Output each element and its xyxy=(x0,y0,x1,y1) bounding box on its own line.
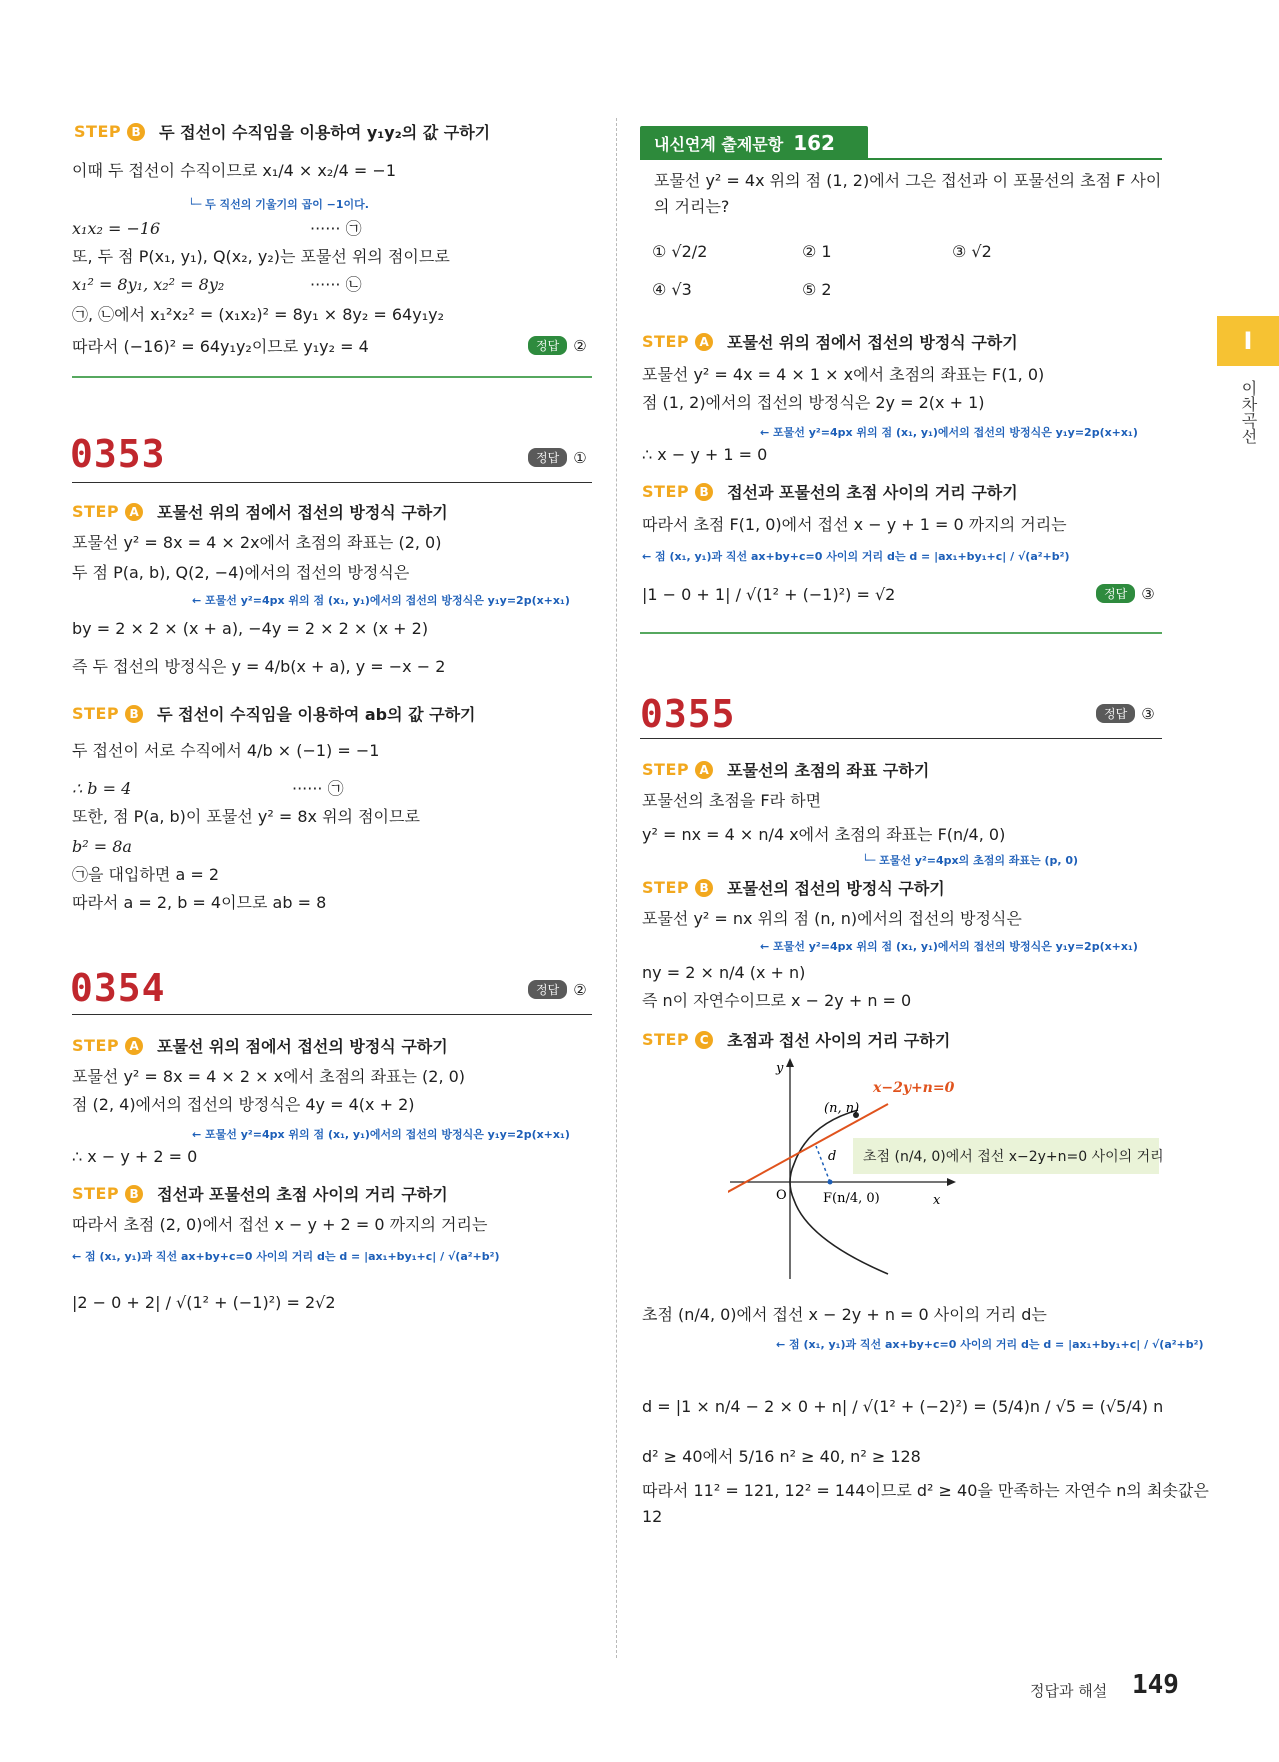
step-b-heading xyxy=(642,876,945,899)
text-line: 초점 (n/4, 0)에서 접선 x − 2y + n = 0 사이의 거리 d는 xyxy=(642,1305,1047,1324)
step-title: 두 접선이 수직임을 이용하여 y₁y₂의 값 구하기 xyxy=(159,123,491,142)
hint-note: ← 점 (x₁, y₁)과 직선 ax+by+c=0 사이의 거리 d는 d = |ax₁+by₁+c| / √(a²+b²) xyxy=(72,1250,500,1263)
naesin-rule xyxy=(640,158,1162,160)
text-line: 점 (2, 4)에서의 접선의 방정식은 4y = 4(x + 2) xyxy=(72,1095,415,1114)
hint-note: └─ 포물선 y²=4px의 초점의 좌표는 (p, 0) xyxy=(862,854,1079,867)
text-line: 점 (1, 2)에서의 접선의 방정식은 2y = 2(x + 1) xyxy=(642,393,985,412)
chapter-tab: I xyxy=(1217,316,1279,366)
step-b-heading xyxy=(642,480,1018,503)
step-b-heading xyxy=(74,120,490,143)
text-line: 12 xyxy=(642,1507,663,1526)
answer-badge xyxy=(528,980,587,999)
text-line: 두 접선이 서로 수직에서 4/b × (−1) = −1 xyxy=(72,741,380,760)
step-b-heading xyxy=(72,1182,448,1205)
step-title: 두 접선이 수직임을 이용하여 ab의 값 구하기 xyxy=(157,705,476,724)
choice-5: ⑤ 2 xyxy=(802,280,832,299)
problem-number: 0354 xyxy=(70,966,166,1010)
answer-badge xyxy=(528,336,587,355)
step-a-heading xyxy=(642,758,929,781)
text-line: 포물선 y² = 8x = 4 × 2x에서 초점의 좌표는 (2, 0) xyxy=(72,533,442,552)
step-title: 포물선 위의 점에서 접선의 방정식 구하기 xyxy=(157,1037,448,1056)
section-rule xyxy=(72,376,592,378)
tangent-label: x−2y+n=0 xyxy=(873,1080,955,1096)
hint-note: └─ 두 직선의 기울기의 곱이 −1이다. xyxy=(188,198,369,211)
text-line: 두 점 P(a, b), Q(2, −4)에서의 접선의 방정식은 xyxy=(72,563,410,582)
distance-callout: 초점 (n/4, 0)에서 접선 x−2y+n=0 사이의 거리 xyxy=(853,1138,1159,1174)
hint-note: ← 점 (x₁, y₁)과 직선 ax+by+c=0 사이의 거리 d는 d = |ax₁+by₁+c| / √(a²+b²) xyxy=(642,550,1070,563)
answer-badge xyxy=(1096,584,1155,603)
text-line: d = |1 × n/4 − 2 × 0 + n| / √(1² + (−2)²) = (5/4)n / √5 = (√5/4) n xyxy=(642,1397,1164,1416)
text-line: b² = 8a xyxy=(72,837,132,856)
text-line: 포물선 y² = 4x = 4 × 1 × x에서 초점의 좌표는 F(1, 0) xyxy=(642,365,1045,384)
answer-tag: 정답 xyxy=(528,980,567,999)
text-line: 또한, 점 P(a, b)이 포물선 y² = 8x 위의 점이므로 xyxy=(72,807,420,826)
answer-badge xyxy=(528,448,587,467)
step-badge: B xyxy=(125,1185,143,1203)
text-line: 이때 두 접선이 수직이므로 x₁/4 × x₂/4 = −1 xyxy=(72,161,397,180)
text-line: ny = 2 × n/4 (x + n) xyxy=(642,963,806,982)
x-axis-arrow xyxy=(947,1178,956,1186)
hint-note: ← 점 (x₁, y₁)과 직선 ax+by+c=0 사이의 거리 d는 d = |ax₁+by₁+c| / √(a²+b²) xyxy=(776,1338,1204,1351)
hint-note: ← 포물선 y²=4px 위의 점 (x₁, y₁)에서의 접선의 방정식은 y₁y=2p(x+x₁) xyxy=(192,1128,570,1141)
choice-4: ④ √3 xyxy=(652,280,692,299)
choice-3: ③ √2 xyxy=(952,242,992,261)
problem-number: 0355 xyxy=(640,692,736,736)
text-line: 따라서 초점 F(1, 0)에서 접선 x − y + 1 = 0 까지의 거리는 xyxy=(642,515,1067,534)
text-line: 따라서 11² = 121, 12² = 144이므로 d² ≥ 40을 만족하는 자연수 n의 최솟값은 xyxy=(642,1481,1209,1500)
step-title: 초점과 접선 사이의 거리 구하기 xyxy=(727,1031,951,1050)
y-axis-arrow xyxy=(786,1058,794,1067)
step-label: STEP xyxy=(642,482,690,501)
text-line: ㉠, ㉡에서 x₁²x₂² = (x₁x₂)² = 8y₁ × 8y₂ = 64y₁y₂ xyxy=(72,305,444,324)
step-title: 접선과 포물선의 초점 사이의 거리 구하기 xyxy=(727,483,1018,502)
step-label: STEP xyxy=(72,502,120,521)
text-line: |1 − 0 + 1| / √(1² + (−1)²) = √2 xyxy=(642,585,896,604)
step-title: 접선과 포물선의 초점 사이의 거리 구하기 xyxy=(157,1185,448,1204)
answer-value: ② xyxy=(573,980,587,999)
text-line: d² ≥ 40에서 5/16 n² ≥ 40, n² ≥ 128 xyxy=(642,1447,921,1466)
step-a-heading xyxy=(72,500,448,523)
step-badge: A xyxy=(125,503,143,521)
text-line: x₁² = 8y₁, x₂² = 8y₂ xyxy=(72,275,225,294)
step-badge: A xyxy=(695,761,713,779)
footer-text: 정답과 해설 xyxy=(1030,1682,1108,1700)
answer-tag: 정답 xyxy=(528,448,567,467)
step-label: STEP xyxy=(642,1030,690,1049)
answer-value: ③ xyxy=(1141,704,1155,723)
step-a-heading xyxy=(72,1034,448,1057)
distance-label: d xyxy=(828,1149,837,1164)
answer-tag: 정답 xyxy=(1096,584,1135,603)
equation-mark: ······ ㉠ xyxy=(292,779,344,798)
step-label: STEP xyxy=(72,704,120,723)
step-title: 포물선의 초점의 좌표 구하기 xyxy=(727,761,930,780)
step-label: STEP xyxy=(74,122,122,141)
text-line: y² = nx = 4 × n/4 x에서 초점의 좌표는 F(n/4, 0) xyxy=(642,825,1006,844)
answer-tag: 정답 xyxy=(1096,704,1135,723)
step-title: 포물선 위의 점에서 접선의 방정식 구하기 xyxy=(157,503,448,522)
answer-value: ① xyxy=(573,448,587,467)
step-label: STEP xyxy=(72,1036,120,1055)
naesin-banner xyxy=(640,126,868,160)
naesin-label: 내신연계 출제문항 xyxy=(654,134,784,154)
hint-note: ← 포물선 y²=4px 위의 점 (x₁, y₁)에서의 접선의 방정식은 y₁y=2p(x+x₁) xyxy=(760,426,1138,439)
choice-2: ② 1 xyxy=(802,242,832,261)
step-badge: A xyxy=(125,1037,143,1055)
text-line: 즉 두 접선의 방정식은 y = 4/b(x + a), y = −x − 2 xyxy=(72,657,446,676)
text-line: 따라서 a = 2, b = 4이므로 ab = 8 xyxy=(72,893,327,912)
step-label: STEP xyxy=(642,878,690,897)
text-line: |2 − 0 + 2| / √(1² + (−1)²) = 2√2 xyxy=(72,1293,336,1312)
text-line: ∴ x − y + 1 = 0 xyxy=(642,445,768,464)
origin-label: O xyxy=(776,1188,787,1203)
chapter-tab-label: 이차곡선 xyxy=(1239,380,1258,444)
problem-rule xyxy=(72,482,592,483)
x-axis-label: x xyxy=(933,1193,941,1208)
step-title: 포물선의 접선의 방정식 구하기 xyxy=(727,879,945,898)
text-line: 포물선 y² = 8x = 4 × 2 × x에서 초점의 좌표는 (2, 0) xyxy=(72,1067,466,1086)
answer-badge xyxy=(1096,704,1155,723)
focus-point xyxy=(828,1180,833,1185)
choice-1: ① √2/2 xyxy=(652,242,708,261)
text-line: 따라서 (−16)² = 64y₁y₂이므로 y₁y₂ = 4 xyxy=(72,337,369,356)
step-badge: C xyxy=(695,1031,713,1049)
point-label: (n, n) xyxy=(824,1101,860,1116)
step-label: STEP xyxy=(642,332,690,351)
hint-note: ← 포물선 y²=4px 위의 점 (x₁, y₁)에서의 접선의 방정식은 y₁y=2p(x+x₁) xyxy=(760,940,1138,953)
answer-value: ③ xyxy=(1141,584,1155,603)
y-axis-label: y xyxy=(776,1061,784,1076)
column-divider xyxy=(616,118,617,1658)
hint-note: ← 포물선 y²=4px 위의 점 (x₁, y₁)에서의 접선의 방정식은 y₁y=2p(x+x₁) xyxy=(192,594,570,607)
naesin-number: 162 xyxy=(793,131,835,155)
step-label: STEP xyxy=(72,1184,120,1203)
section-rule xyxy=(640,632,1162,634)
step-badge: B xyxy=(127,123,145,141)
text-line: ∴ b = 4 xyxy=(72,779,132,798)
answer-value: ② xyxy=(573,336,587,355)
text-line: 또, 두 점 P(x₁, y₁), Q(x₂, y₂)는 포물선 위의 점이므로 xyxy=(72,247,450,266)
problem-number: 0353 xyxy=(70,432,166,476)
text-line: 포물선 y² = nx 위의 점 (n, n)에서의 접선의 방정식은 xyxy=(642,909,1022,928)
text-line: ∴ x − y + 2 = 0 xyxy=(72,1147,198,1166)
step-badge: B xyxy=(125,705,143,723)
page-number: 149 xyxy=(1132,1670,1179,1700)
problem-rule xyxy=(640,738,1162,739)
step-label: STEP xyxy=(642,760,690,779)
problem-rule xyxy=(72,1014,592,1015)
answer-tag: 정답 xyxy=(528,336,567,355)
text-line: 포물선의 초점을 F라 하면 xyxy=(642,791,822,810)
step-a-heading xyxy=(642,330,1018,353)
text-line: 즉 n이 자연수이므로 x − 2y + n = 0 xyxy=(642,991,912,1010)
question-line: 의 거리는? xyxy=(654,197,730,216)
text-line: ㉠을 대입하면 a = 2 xyxy=(72,865,220,884)
text-line: by = 2 × 2 × (x + a), −4y = 2 × 2 × (x + 2) xyxy=(72,619,429,638)
text-line: 따라서 초점 (2, 0)에서 접선 x − y + 2 = 0 까지의 거리는 xyxy=(72,1215,488,1234)
step-b-heading xyxy=(72,702,476,725)
step-badge: A xyxy=(695,333,713,351)
equation-mark: ······ ㉠ xyxy=(310,219,362,238)
step-badge: B xyxy=(695,879,713,897)
equation-mark: ······ ㉡ xyxy=(310,275,362,294)
step-badge: B xyxy=(695,483,713,501)
question-line: 포물선 y² = 4x 위의 점 (1, 2)에서 그은 접선과 이 포물선의 초점 F 사이 xyxy=(654,171,1162,190)
step-title: 포물선 위의 점에서 접선의 방정식 구하기 xyxy=(727,333,1018,352)
focus-label: F(n/4, 0) xyxy=(823,1191,880,1206)
step-c-heading xyxy=(642,1028,950,1051)
text-line: x₁x₂ = −16 xyxy=(72,219,161,238)
